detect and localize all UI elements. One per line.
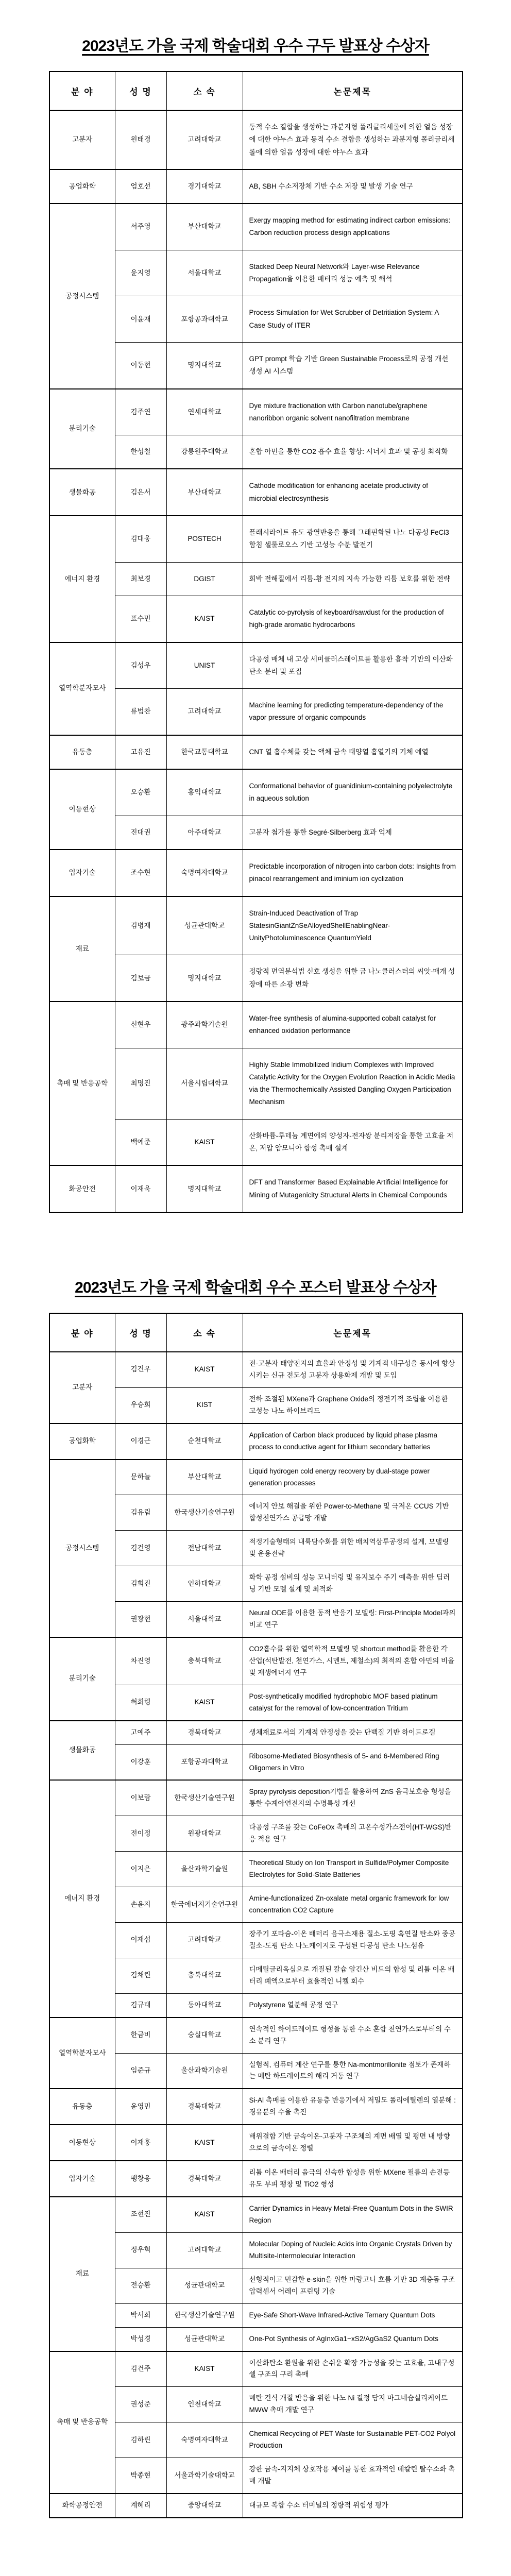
affiliation-cell: 한국교통대학교 — [166, 735, 243, 769]
name-cell: 박성경 — [115, 2327, 166, 2351]
paper-title-cell: Conformational behavior of guanidinium-containing polyelectrolyte in aqueous solution — [243, 769, 463, 816]
name-cell: 조수현 — [115, 850, 166, 896]
affiliation-cell: 숙명여자대학교 — [166, 2422, 243, 2458]
table-row — [49, 1423, 463, 1460]
field-cell: 공업화학 — [49, 170, 115, 204]
affiliation-cell: 한국생산기술연구원 — [166, 1780, 243, 1816]
field-cell: 분리기술 — [49, 1637, 115, 1721]
table-row — [49, 170, 463, 204]
paper-title-header: 논문제목 — [243, 72, 463, 110]
name-cell: 최보경 — [115, 562, 166, 596]
field-cell: 공정시스템 — [49, 204, 115, 388]
name-cell: 계혜리 — [115, 2494, 166, 2518]
table-body — [49, 110, 463, 1212]
name-cell: 이강훈 — [115, 1744, 166, 1780]
affiliation-cell: 인천대학교 — [166, 2387, 243, 2422]
affiliation-cell: 원광대학교 — [166, 1816, 243, 1852]
paper-title-cell: 적정기술형태의 내륙담수화를 위한 배치역삼투공정의 설계, 모델링 및 운용전략 — [243, 1531, 463, 1566]
affiliation-cell: POSTECH — [166, 516, 243, 562]
affiliation-cell: 포항공과대학교 — [166, 296, 243, 343]
affiliation-cell: 연세대학교 — [166, 389, 243, 435]
table-row — [49, 2125, 463, 2161]
paper-title-cell: 동적 수소 결합을 생성하는 과분지형 폴리글리세롤에 의한 얼음 성장에 대한 야누스 효과 동적 수소 결합을 생성하는 과분지형 폴리글리세롤에 의한 얼음 성장에 대한 야누스 효과 — [243, 110, 463, 170]
name-cell: 서주영 — [115, 204, 166, 250]
name-cell: 김건우 — [115, 1352, 166, 1387]
paper-title-cell: Exergy mapping method for estimating indirect carbon emissions: Carbon reduction process design applications — [243, 204, 463, 250]
affiliation-cell: 부산대학교 — [166, 469, 243, 516]
name-cell: 김주연 — [115, 389, 166, 435]
paper-title-cell: Application of Carbon black produced by liquid phase plasma process to conductive agent for lithium secondary batteries — [243, 1423, 463, 1460]
field-cell: 열역학분자모사 — [49, 2018, 115, 2089]
affiliation-cell: 경북대학교 — [166, 1721, 243, 1744]
table-row — [49, 850, 463, 896]
affiliation-cell: 중앙대학교 — [166, 2494, 243, 2518]
affiliation-cell: 울산과학기술원 — [166, 2053, 243, 2089]
name-cell: 조현진 — [115, 2197, 166, 2232]
table-row — [49, 1780, 463, 1816]
paper-title-cell: 에너지 안보 해결을 위한 Power-to-Methane 및 극저온 CCUS 기반 합성천연가스 공급망 개발 — [243, 1495, 463, 1531]
affiliation-cell: KIST — [166, 1387, 243, 1423]
field-cell: 입자기술 — [49, 2161, 115, 2197]
affiliation-header: 소 속 — [166, 1313, 243, 1352]
table-row — [49, 1637, 463, 1685]
table-row — [49, 204, 463, 250]
name-cell: 신현우 — [115, 1002, 166, 1048]
name-cell: 표수민 — [115, 596, 166, 642]
table-row — [49, 2197, 463, 2232]
table-row — [49, 516, 463, 562]
affiliation-header: 소 속 — [166, 72, 243, 110]
field-cell: 재료 — [49, 896, 115, 1002]
name-cell: 김건영 — [115, 1531, 166, 1566]
name-cell: 문하늘 — [115, 1460, 166, 1495]
affiliation-cell: 고려대학교 — [166, 110, 243, 170]
affiliation-cell: 홍익대학교 — [166, 769, 243, 816]
paper-title-cell: Polystyrene 열분해 공정 연구 — [243, 1993, 463, 2017]
affiliation-cell: 울산과학기술원 — [166, 1852, 243, 1887]
header-row — [49, 1313, 463, 1352]
name-cell: 윤지영 — [115, 250, 166, 296]
affiliation-cell: 명지대학교 — [166, 1165, 243, 1212]
affiliation-cell: 성균관대학교 — [166, 896, 243, 955]
affiliation-cell: 서울대학교 — [166, 1602, 243, 1637]
affiliation-cell: KAIST — [166, 2197, 243, 2232]
table-row — [49, 1721, 463, 1744]
paper-title-cell: 대규모 복합 수소 터미널의 정량적 위험성 평가 — [243, 2494, 463, 2518]
paper-title-cell: 전하 조절된 MXene과 Graphene Oxide의 정전기적 조립을 이용한 고성능 나노 하이브리드 — [243, 1387, 463, 1423]
paper-title-cell: Post-synthetically modified hydrophobic MOF based platinum catalyst for the removal of low-concentration Tritium — [243, 1685, 463, 1720]
paper-title-cell: One-Pot Synthesis of AgInxGa1−xS2/AgGaS2 Quantum Dots — [243, 2327, 463, 2351]
table-row — [49, 769, 463, 816]
field-cell: 분리기술 — [49, 389, 115, 469]
name-cell: 고예주 — [115, 1721, 166, 1744]
paper-title-cell: 배위결합 기반 금속이온-고분자 구조체의 계면 배열 및 평면 내 방향으로의 금속이온 정렬 — [243, 2125, 463, 2161]
table-row — [49, 896, 463, 955]
field-cell: 입자기술 — [49, 850, 115, 896]
name-cell: 이재섭 — [115, 1922, 166, 1958]
paper-title-cell: 장주기 포타슘-이온 배터리 음극소재용 질소-도핑 흑연질 탄소와 중공 질소-도핑 탄소 나노케이지로 구성된 다공성 탄소 나노섬유 — [243, 1922, 463, 1958]
affiliation-cell: KAIST — [166, 596, 243, 642]
field-cell: 열역학분자모사 — [49, 642, 115, 735]
name-cell: 이지은 — [115, 1852, 166, 1887]
paper-title-cell: Liquid hydrogen cold energy recovery by dual-stage power generation processes — [243, 1460, 463, 1495]
name-cell: 김병재 — [115, 896, 166, 955]
paper-title-cell: Highly Stable Immobilized Iridium Complexes with Improved Catalytic Activity for the Oxygen Evolution Reaction in Acidic Media via the Thermochemically Assisted Dangling Oxygen Participation Mechanism — [243, 1048, 463, 1119]
field-cell: 공정시스템 — [49, 1460, 115, 1637]
paper-title-cell: 실험적, 컴퓨터 계산 연구를 통한 Na-montmorillonite 점토가 존재하는 메탄 하드레이트의 해리 거동 연구 — [243, 2053, 463, 2089]
table-row — [49, 2161, 463, 2197]
name-cell: 김은서 — [115, 469, 166, 516]
paper-title-cell: Cathode modification for enhancing acetate productivity of microbial electrosynthesis — [243, 469, 463, 516]
paper-title-cell: Stacked Deep Neural Network와 Layer-wise Relevance Propagation을 이용한 배터리 성능 예측 및 해석 — [243, 250, 463, 296]
affiliation-cell: 인하대학교 — [166, 1566, 243, 1602]
paper-title-cell: 고분자 첨가를 통한 Segré-Silberberg 효과 억제 — [243, 816, 463, 850]
paper-title-cell: Eye-Safe Short-Wave Infrared-Active Ternary Quantum Dots — [243, 2303, 463, 2327]
table-header-row — [49, 72, 463, 110]
affiliation-cell: 고려대학교 — [166, 1922, 243, 1958]
affiliation-cell: KAIST — [166, 2351, 243, 2387]
poster-awards-title: 2023년도 가을 국제 학술대회 우수 포스터 발표상 수상자 — [75, 1279, 436, 1296]
table-row — [49, 110, 463, 170]
paper-title-cell: 생체재료로서의 기계적 안정성을 갖는 단백질 기반 하이드로겔 — [243, 1721, 463, 1744]
affiliation-cell: 충북대학교 — [166, 1958, 243, 1993]
oral-awards-section — [49, 33, 462, 1213]
name-cell: 김보금 — [115, 955, 166, 1002]
paper-title-header: 논문제목 — [243, 1313, 463, 1352]
paper-title-cell: 다공성 매체 내 고상 세미클러스레이트를 활용한 흡착 기반의 이산화탄소 분리 및 포집 — [243, 642, 463, 689]
name-cell: 김희진 — [115, 1566, 166, 1602]
table-row — [49, 2018, 463, 2053]
affiliation-cell: KAIST — [166, 2125, 243, 2161]
name-cell: 원태경 — [115, 110, 166, 170]
name-cell: 한금비 — [115, 2018, 166, 2053]
table-row — [49, 1165, 463, 1212]
field-cell: 에너지 환경 — [49, 1780, 115, 2017]
name-cell: 권성준 — [115, 2387, 166, 2422]
paper-title-cell: 선형적이고 민감한 e-skin을 위한 마랑고니 흐름 기반 3D 계층돔 구조 압력센서 어레이 프린팅 기술 — [243, 2268, 463, 2303]
poster-awards-table — [49, 1313, 463, 2518]
field-cell: 촉매 및 반응공학 — [49, 1002, 115, 1165]
name-cell: 이보람 — [115, 1780, 166, 1816]
name-cell: 박종현 — [115, 2458, 166, 2494]
table-row — [49, 2351, 463, 2387]
name-cell: 정우혁 — [115, 2232, 166, 2268]
paper-title-cell: 다공성 구조를 갖는 CoFeOx 촉매의 고온수성가스전이(HT-WGS)반응 적용 연구 — [243, 1816, 463, 1852]
name-cell: 김규태 — [115, 1993, 166, 2017]
affiliation-cell: 순천대학교 — [166, 1423, 243, 1460]
affiliation-cell: UNIST — [166, 642, 243, 689]
field-cell: 유동층 — [49, 2089, 115, 2125]
name-cell: 이동현 — [115, 342, 166, 388]
name-cell: 백예준 — [115, 1119, 166, 1165]
affiliation-cell: 숙명여자대학교 — [166, 850, 243, 896]
affiliation-cell: 명지대학교 — [166, 955, 243, 1002]
name-cell: 진대권 — [115, 816, 166, 850]
paper-title-cell: CO2흡수를 위한 열역학적 모델링 및 shortcut method를 활용한 각 산업(석탄발전, 천연가스, 시멘트, 제철소)의 최적의 혼합 아민의 비율 및 재생에너지 연구 — [243, 1637, 463, 1685]
field-cell: 이동현상 — [49, 2125, 115, 2161]
name-cell: 최명진 — [115, 1048, 166, 1119]
paper-title-cell: CNT 열 흡수체를 갖는 액체 금속 태양열 흡열기의 기체 예열 — [243, 735, 463, 769]
name-cell: 류범찬 — [115, 689, 166, 735]
affiliation-cell: 광주과학기술원 — [166, 1002, 243, 1048]
paper-title-cell: 연속적인 하이드레이트 형성을 통한 수소 혼합 천연가스로부터의 수소 분리 연구 — [243, 2018, 463, 2053]
affiliation-cell: 고려대학교 — [166, 2232, 243, 2268]
affiliation-cell: 아주대학교 — [166, 816, 243, 850]
affiliation-cell: 고려대학교 — [166, 689, 243, 735]
name-cell: 전이정 — [115, 1816, 166, 1852]
table-row — [49, 389, 463, 435]
affiliation-cell: 서울시립대학교 — [166, 1048, 243, 1119]
paper-title-cell: Water-free synthesis of alumina-supported cobalt catalyst for enhanced oxidation performance — [243, 1002, 463, 1048]
name-cell: 김채린 — [115, 1958, 166, 1993]
paper-title-cell: Carrier Dynamics in Heavy Metal-Free Quantum Dots in the SWIR Region — [243, 2197, 463, 2232]
paper-title-cell: Spray pyrolysis deposition기법을 활용하여 ZnS 음극보호층 형성을 통한 수계아연전지의 수명특성 개선 — [243, 1780, 463, 1816]
paper-title-cell: Catalytic co-pyrolysis of keyboard/sawdust for the production of high-grade aromatic hydrocarbons — [243, 596, 463, 642]
name-cell: 김대웅 — [115, 516, 166, 562]
paper-title-cell: Machine learning for predicting temperature-dependency of the vapor pressure of organic compounds — [243, 689, 463, 735]
field-cell: 재료 — [49, 2197, 115, 2351]
affiliation-cell: 충북대학교 — [166, 1637, 243, 1685]
paper-title-cell: DFT and Transformer Based Explainable Artificial Intelligence for Mining of Mutagenicity Structural Alerts in Chemical Compounds — [243, 1165, 463, 1212]
table-row — [49, 1460, 463, 1495]
affiliation-cell: DGIST — [166, 562, 243, 596]
name-cell: 권광현 — [115, 1602, 166, 1637]
affiliation-cell: 한국생산기술연구원 — [166, 1495, 243, 1531]
table-row — [49, 1002, 463, 1048]
paper-title-cell: 메탄 건식 개질 반응을 위한 나노 Ni 결정 담지 마그네슘실리케이트 MWW 촉매 개발 연구 — [243, 2387, 463, 2422]
table-row — [49, 1352, 463, 1387]
affiliation-cell: 강릉원주대학교 — [166, 435, 243, 469]
affiliation-cell: 부산대학교 — [166, 1460, 243, 1495]
affiliation-cell: 한국에너지기술연구원 — [166, 1887, 243, 1923]
paper-title-cell: Molecular Doping of Nucleic Acids into Organic Crystals Driven by Multisite-Intermolecular Interaction — [243, 2232, 463, 2268]
affiliation-cell: 전남대학교 — [166, 1531, 243, 1566]
affiliation-cell: KAIST — [166, 1352, 243, 1387]
paper-title-cell: 플래시라이트 유도 광열반응을 통해 그래핀화된 나노 다공성 FeCl3 함침 셀룰로오스 기반 고성능 수분 발전기 — [243, 516, 463, 562]
name-cell: 김하린 — [115, 2422, 166, 2458]
name-cell: 오승환 — [115, 769, 166, 816]
paper-title-cell: 강한 금속-지지체 상호작용 제어를 통한 효과적인 데칼린 탈수소화 촉매 개발 — [243, 2458, 463, 2494]
paper-title-cell: Si-Al 촉매를 이용한 유동층 반응기에서 저밀도 폴리에틸렌의 열분해 : 경유분의 수율 촉진 — [243, 2089, 463, 2125]
name-cell: 고유진 — [115, 735, 166, 769]
paper-title-cell: AB, SBH 수소저장체 기반 수소 저장 및 발생 기술 연구 — [243, 170, 463, 204]
field-cell: 생물화공 — [49, 1721, 115, 1781]
affiliation-cell: KAIST — [166, 1119, 243, 1165]
paper-title-cell: Predictable incorporation of nitrogen into carbon dots: Insights from pinacol rearrangement and iminium ion cyclization — [243, 850, 463, 896]
affiliation-cell: 숭실대학교 — [166, 2018, 243, 2053]
paper-title-cell: Theoretical Study on Ion Transport in Sulfide/Polymer Composite Electrolytes for Solid-State Batteries — [243, 1852, 463, 1887]
table-row — [49, 2494, 463, 2518]
oral-awards-table — [49, 71, 463, 1213]
paper-title-cell: 혼합 아민을 통한 CO2 흡수 효율 향상: 시너지 효과 및 공정 최적화 — [243, 435, 463, 469]
name-cell: 전승환 — [115, 2268, 166, 2303]
field-cell: 유동층 — [49, 735, 115, 769]
name-cell: 손윤지 — [115, 1887, 166, 1923]
paper-title-cell: 전-고분자 태양전지의 효율과 안정성 및 기계적 내구성을 동시에 향상시키는 신규 전도성 고분자 상용화제 개발 및 도입 — [243, 1352, 463, 1387]
paper-title-cell: Dye mixture fractionation with Carbon nanotube/graphene nanoribbon organic solvent nanofiltration membrane — [243, 389, 463, 435]
name-cell: 이윤재 — [115, 296, 166, 343]
name-cell: 박서희 — [115, 2303, 166, 2327]
name-cell: 이경근 — [115, 1423, 166, 1460]
name-cell: 김유림 — [115, 1495, 166, 1531]
name-cell: 허희령 — [115, 1685, 166, 1720]
paper-title-cell: Neural ODE를 이용한 동적 반응기 모델링: First-Principle Model과의 비교 연구 — [243, 1602, 463, 1637]
affiliation-cell: 명지대학교 — [166, 342, 243, 388]
paper-title-cell: Chemical Recycling of PET Waste for Sustainable PET-CO2 Polyol Production — [243, 2422, 463, 2458]
name-cell: 엄호선 — [115, 170, 166, 204]
affiliation-cell: 포항공과대학교 — [166, 1744, 243, 1780]
affiliation-cell: 성균관대학교 — [166, 2268, 243, 2303]
paper-title-cell: 정량적 면역분석법 신호 생성을 위한 금 나노클러스터의 씨앗-매개 성장에 따른 소광 변화 — [243, 955, 463, 1002]
affiliation-cell: 서울과학기술대학교 — [166, 2458, 243, 2494]
field-cell: 고분자 — [49, 110, 115, 170]
field-cell: 화학공정안전 — [49, 2494, 115, 2518]
paper-title-cell: Amine-functionalized Zn-oxalate metal organic framework for low concentration CO2 Capture — [243, 1887, 463, 1923]
name-cell: 윤영민 — [115, 2089, 166, 2125]
affiliation-cell: 한국생산기술연구원 — [166, 2303, 243, 2327]
paper-title-cell: 리튬 이온 배터리 음극의 신속한 합성을 위한 MXene 필름의 손전등 유도 부피 팽창 및 TiO2 형성 — [243, 2161, 463, 2197]
paper-title-cell: Strain-Induced Deactivation of Trap StatesinGiantZnSeAlloyedShellEnablingNear-UnityPhotoluminescence QuantumYield — [243, 896, 463, 955]
affiliation-cell: 부산대학교 — [166, 204, 243, 250]
name-header: 성 명 — [115, 1313, 166, 1352]
name-cell: 임준규 — [115, 2053, 166, 2089]
name-cell: 팽창응 — [115, 2161, 166, 2197]
name-header: 성 명 — [115, 72, 166, 110]
name-cell: 김성우 — [115, 642, 166, 689]
affiliation-cell: 성균관대학교 — [166, 2327, 243, 2351]
header-row — [49, 72, 463, 110]
field-header: 분 야 — [49, 1313, 115, 1352]
field-cell: 고분자 — [49, 1352, 115, 1423]
paper-title-cell: 화학 공정 설비의 성능 모니터링 및 유지보수 주기 예측을 위한 딥러닝 기반 모델 설계 및 최적화 — [243, 1566, 463, 1602]
field-header: 분 야 — [49, 72, 115, 110]
affiliation-cell: 경기대학교 — [166, 170, 243, 204]
field-cell: 촉매 및 반응공학 — [49, 2351, 115, 2494]
name-cell: 우승희 — [115, 1387, 166, 1423]
table-body — [49, 1352, 463, 2518]
affiliation-cell: 경북대학교 — [166, 2161, 243, 2197]
paper-title-cell: 산화바륨-루테늄 계면에의 양성자-전자쌍 분리저장을 통한 고효율 저온, 저압 암모니아 합성 촉매 설계 — [243, 1119, 463, 1165]
field-cell: 생물화공 — [49, 469, 115, 516]
name-cell: 이재욱 — [115, 1165, 166, 1212]
paper-title-cell: Ribosome-Mediated Biosynthesis of 5- and 6-Membered Ring Oligomers in Vitro — [243, 1744, 463, 1780]
field-cell: 이동현상 — [49, 769, 115, 850]
name-cell: 이재홍 — [115, 2125, 166, 2161]
affiliation-cell: 경북대학교 — [166, 2089, 243, 2125]
paper-title-cell: Process Simulation for Wet Scrubber of Detritiation System: A Case Study of ITER — [243, 296, 463, 343]
table-row — [49, 642, 463, 689]
field-cell: 화공안전 — [49, 1165, 115, 1212]
name-cell: 한성철 — [115, 435, 166, 469]
poster-awards-section — [49, 1275, 462, 2518]
table-row — [49, 735, 463, 769]
affiliation-cell: 서울대학교 — [166, 250, 243, 296]
paper-title-cell: 희박 전해질에서 리튬-황 전지의 지속 가능한 리튬 보호를 위한 전략 — [243, 562, 463, 596]
paper-title-cell: GPT prompt 학습 기반 Green Sustainable Process로의 공정 개선 생성 AI 시스템 — [243, 342, 463, 388]
name-cell: 차진영 — [115, 1637, 166, 1685]
field-cell: 에너지 환경 — [49, 516, 115, 642]
table-row — [49, 2089, 463, 2125]
table-row — [49, 469, 463, 516]
affiliation-cell: KAIST — [166, 1685, 243, 1720]
paper-title-cell: 이산화탄소 환원을 위한 손쉬운 확장 가능성을 갖는 고효율, 고내구성 쉘 구조의 구리 촉매 — [243, 2351, 463, 2387]
field-cell: 공업화학 — [49, 1423, 115, 1460]
name-cell: 김건주 — [115, 2351, 166, 2387]
paper-title-cell: 디메틸글리옥심으로 개질된 칼슘 알긴산 비드의 합성 및 리튬 이온 배터리 폐액으로부터 효율적인 니켈 회수 — [243, 1958, 463, 1993]
table-header-row — [49, 1313, 463, 1352]
oral-awards-title: 2023년도 가을 국제 학술대회 우수 구두 발표상 수상자 — [82, 38, 429, 55]
affiliation-cell: 동아대학교 — [166, 1993, 243, 2017]
